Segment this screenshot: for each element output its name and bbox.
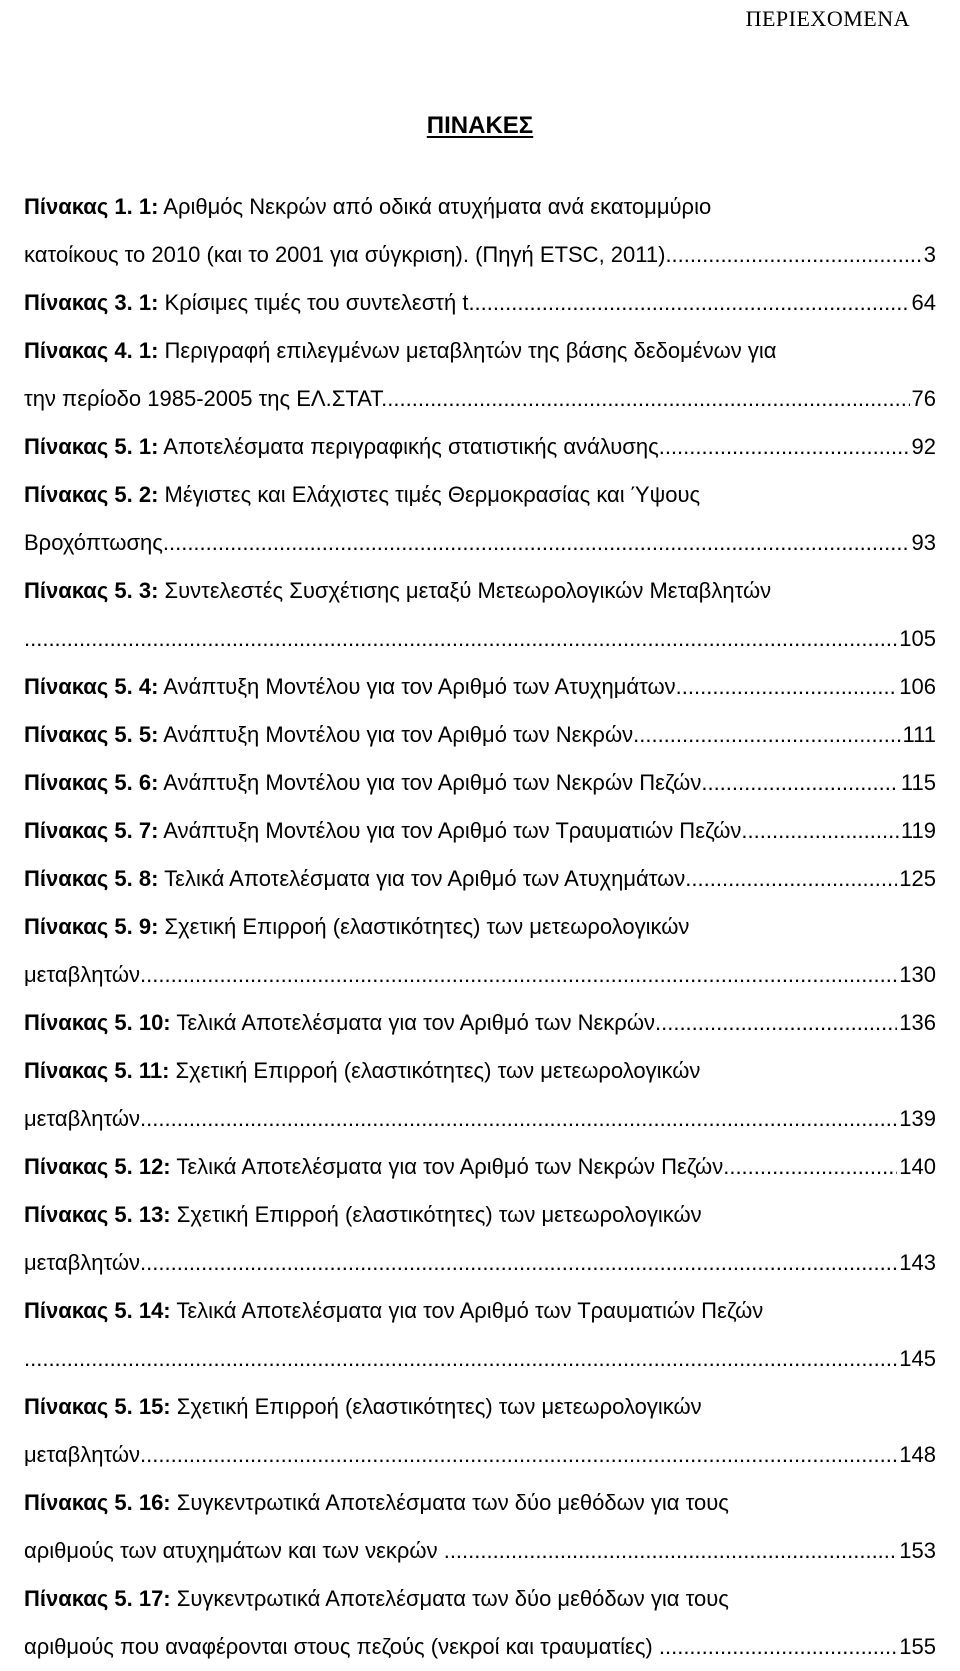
toc-entry-continuation <box>24 615 936 663</box>
toc-entry-label: Πίνακας 5. 15: <box>24 1394 171 1419</box>
toc-entry-label: Πίνακας 5. 10: <box>24 1010 171 1035</box>
toc-entry-title: Αποτελέσματα περιγραφικής στατιστικής ανάλυσης <box>158 434 659 459</box>
toc-entry[interactable] <box>24 663 936 711</box>
toc-entry-continuation <box>24 1527 936 1575</box>
toc-entry-label: Πίνακας 1. 1: <box>24 194 159 219</box>
toc-entry-continuation <box>24 951 936 999</box>
toc-entry-title: Σχετική Επιρροή (ελαστικότητες) των μετεωρολογικών <box>158 914 690 939</box>
toc-entry-title: Ανάπτυξη Μοντέλου για τον Αριθμό των Νεκρών <box>158 722 634 747</box>
toc-dot-leader <box>140 1095 897 1143</box>
toc-entry-continuation <box>24 1239 936 1287</box>
toc-page-number: 119 <box>900 818 936 843</box>
running-header: ΠΕΡΙΕΧΟΜΕΝΑ <box>745 6 910 31</box>
toc-entry-title: Ανάπτυξη Μοντέλου για τον Αριθμό των Τραυματιών Πεζών <box>158 818 742 843</box>
toc-dot-leader <box>701 759 899 807</box>
toc-page-number: 105 <box>899 626 936 651</box>
toc-entry[interactable] <box>24 855 936 903</box>
toc-entry-label: Πίνακας 3. 1: <box>24 290 159 315</box>
toc-entry-label: Πίνακας 5. 12: <box>24 1154 171 1179</box>
toc-page-number: 148 <box>899 1442 936 1467</box>
toc-entry-continuation <box>24 519 936 567</box>
toc-page-number: 153 <box>899 1538 936 1563</box>
toc-entry-first-line <box>24 759 936 807</box>
toc-entry-title: Τελικά Αποτελέσματα για τον Αριθμό των Νεκρών Πεζών <box>170 1154 724 1179</box>
toc-dot-leader <box>741 807 899 855</box>
toc-entry-title-continuation: μεταβλητών <box>24 1442 141 1467</box>
toc-entry-title-continuation: μεταβλητών <box>24 1106 141 1131</box>
toc-entry[interactable] <box>24 903 936 999</box>
toc-entry-continuation <box>24 1335 936 1383</box>
toc-page-number: 3 <box>923 242 936 267</box>
toc-dot-leader <box>676 663 898 711</box>
toc-entry-label: Πίνακας 5. 11: <box>24 1058 170 1083</box>
toc-entry-first-line <box>24 855 936 903</box>
toc-entry-first-line <box>24 567 936 615</box>
toc-entry-title: Σχετική Επιρροή (ελαστικότητες) των μετεωρολογικών <box>170 1394 702 1419</box>
toc-entry[interactable] <box>24 471 936 567</box>
toc-entry[interactable] <box>24 1479 936 1575</box>
toc-entry-continuation <box>24 1623 936 1671</box>
toc-entry-first-line <box>24 999 936 1047</box>
toc-entry-label: Πίνακας 5. 8: <box>24 866 159 891</box>
toc-page-number: 145 <box>899 1346 936 1371</box>
toc-dot-leader <box>24 615 897 663</box>
toc-entry-title: Τελικά Αποτελέσματα για τον Αριθμό των Τραυματιών Πεζών <box>170 1298 764 1323</box>
toc-entry-title: Κρίσιμες τιμές του συντελεστή t <box>158 290 469 315</box>
toc-list <box>0 183 960 1671</box>
toc-entry[interactable] <box>24 183 936 279</box>
toc-entry-first-line <box>24 1143 936 1191</box>
toc-entry-first-line <box>24 471 936 519</box>
toc-entry-first-line <box>24 423 936 471</box>
toc-page-number: 139 <box>899 1106 936 1131</box>
toc-entry-label: Πίνακας 5. 9: <box>24 914 159 939</box>
toc-entry-title: Ανάπτυξη Μοντέλου για τον Αριθμό των Ατυχημάτων <box>158 674 676 699</box>
toc-entry-title: Συγκεντρωτικά Αποτελέσματα των δύο μεθόδων για τους <box>170 1490 729 1515</box>
toc-entry[interactable] <box>24 759 936 807</box>
toc-entry-title: Σχετική Επιρροή (ελαστικότητες) των μετεωρολογικών <box>170 1202 702 1227</box>
toc-entry-label: Πίνακας 5. 3: <box>24 578 159 603</box>
toc-entry-first-line <box>24 1383 936 1431</box>
toc-dot-leader <box>633 711 900 759</box>
toc-entry[interactable] <box>24 279 936 327</box>
toc-entry-first-line <box>24 1047 936 1095</box>
toc-entry[interactable] <box>24 1287 936 1383</box>
toc-entry-title: Αριθμός Νεκρών από οδικά ατυχήματα ανά εκατομμύριο <box>158 194 712 219</box>
toc-entry-continuation <box>24 231 936 279</box>
toc-dot-leader <box>24 1335 897 1383</box>
toc-page-number: 140 <box>899 1154 936 1179</box>
toc-entry-label: Πίνακας 5. 7: <box>24 818 159 843</box>
toc-page-number: 76 <box>911 386 936 411</box>
toc-dot-leader <box>665 231 921 279</box>
toc-page-number: 93 <box>911 530 936 555</box>
toc-entry-label: Πίνακας 5. 13: <box>24 1202 171 1227</box>
toc-entry-continuation <box>24 375 936 423</box>
toc-entry-label: Πίνακας 5. 16: <box>24 1490 171 1515</box>
toc-entry-title: Τελικά Αποτελέσματα για τον Αριθμό των Ατυχημάτων <box>158 866 686 891</box>
toc-dot-leader <box>444 1527 898 1575</box>
toc-entry[interactable] <box>24 327 936 423</box>
toc-entry-title: Σχετική Επιρροή (ελαστικότητες) των μετεωρολογικών <box>169 1058 701 1083</box>
toc-entry-title: Περιγραφή επιλεγμένων μεταβλητών της βάσης δεδομένων για <box>158 338 777 363</box>
toc-entry-label: Πίνακας 5. 4: <box>24 674 159 699</box>
toc-dot-leader <box>468 279 909 327</box>
toc-page-number: 155 <box>899 1634 936 1659</box>
toc-title: ΠΙΝΑΚΕΣ <box>426 112 534 139</box>
toc-dot-leader <box>723 1143 897 1191</box>
toc-dot-leader <box>140 1239 897 1287</box>
toc-entry[interactable] <box>24 711 936 759</box>
toc-dot-leader <box>659 1623 897 1671</box>
toc-page-number: 64 <box>911 290 936 315</box>
toc-entry-title-continuation: Βροχόπτωσης <box>24 530 163 555</box>
toc-entry-label: Πίνακας 5. 6: <box>24 770 159 795</box>
toc-entry-continuation <box>24 1431 936 1479</box>
toc-entry[interactable] <box>24 1047 936 1143</box>
toc-entry-label: Πίνακας 5. 5: <box>24 722 159 747</box>
toc-entry-first-line <box>24 903 936 951</box>
toc-entry[interactable] <box>24 1575 936 1671</box>
toc-entry-title: Συγκεντρωτικά Αποτελέσματα των δύο μεθόδων για τους <box>170 1586 729 1611</box>
toc-dot-leader <box>685 855 897 903</box>
toc-entry-label: Πίνακας 5. 17: <box>24 1586 171 1611</box>
toc-entry-first-line <box>24 1191 936 1239</box>
toc-entry-label: Πίνακας 5. 2: <box>24 482 159 507</box>
toc-entry-first-line <box>24 663 936 711</box>
toc-entry-label: Πίνακας 5. 1: <box>24 434 159 459</box>
toc-entry-first-line <box>24 1575 936 1623</box>
toc-page-number: 92 <box>911 434 936 459</box>
toc-entry-title: Μέγιστες και Ελάχιστες τιμές Θερμοκρασίας και Ύψους <box>158 482 701 507</box>
toc-entry-title-continuation: μεταβλητών <box>24 962 141 987</box>
toc-entry-first-line <box>24 711 936 759</box>
toc-page-number: 125 <box>899 866 936 891</box>
toc-entry[interactable] <box>24 999 936 1047</box>
toc-entry-continuation <box>24 1095 936 1143</box>
toc-dot-leader <box>163 519 910 567</box>
toc-page-number: 136 <box>899 1010 936 1035</box>
toc-dot-leader <box>140 1431 897 1479</box>
toc-page-number: 106 <box>899 674 936 699</box>
toc-dot-leader <box>140 951 897 999</box>
toc-page-number: 111 <box>902 722 936 747</box>
toc-entry[interactable] <box>24 567 936 663</box>
toc-page-number: 130 <box>899 962 936 987</box>
toc-entry-first-line <box>24 807 936 855</box>
toc-entry-title-continuation: αριθμούς των ατυχημάτων και των νεκρών <box>24 1538 444 1563</box>
toc-dot-leader <box>659 423 910 471</box>
toc-page-number: 143 <box>899 1250 936 1275</box>
toc-entry-first-line <box>24 1479 936 1527</box>
toc-entry-title-continuation: μεταβλητών <box>24 1250 141 1275</box>
toc-entry-title-continuation: την περίοδο 1985-2005 της ΕΛ.ΣΤΑΤ. <box>24 386 388 411</box>
toc-entry-label: Πίνακας 5. 14: <box>24 1298 171 1323</box>
toc-dot-leader <box>387 375 909 423</box>
toc-entry-first-line <box>24 183 936 231</box>
toc-entry-title: Συντελεστές Συσχέτισης μεταξύ Μετεωρολογικών Μεταβλητών <box>158 578 772 603</box>
toc-page-number: 115 <box>900 770 936 795</box>
toc-entry-first-line <box>24 279 936 327</box>
toc-entry[interactable] <box>24 423 936 471</box>
toc-dot-leader <box>655 999 897 1047</box>
toc-entry-title: Τελικά Αποτελέσματα για τον Αριθμό των Νεκρών <box>170 1010 655 1035</box>
toc-entry-title-continuation: αριθμούς που αναφέρονται στους πεζούς (νεκροί και τραυματίες) <box>24 1634 659 1659</box>
toc-entry[interactable] <box>24 807 936 855</box>
toc-entry-label: Πίνακας 4. 1: <box>24 338 159 363</box>
toc-entry-title-continuation: κατοίκους το 2010 (και το 2001 για σύγκριση). (Πηγή ETSC, 2011) <box>24 242 666 267</box>
toc-entry-title: Ανάπτυξη Μοντέλου για τον Αριθμό των Νεκρών Πεζών <box>158 770 702 795</box>
toc-entry[interactable] <box>24 1383 936 1479</box>
toc-entry[interactable] <box>24 1143 936 1191</box>
toc-entry-first-line <box>24 1287 936 1335</box>
toc-entry-first-line <box>24 327 936 375</box>
toc-entry[interactable] <box>24 1191 936 1287</box>
